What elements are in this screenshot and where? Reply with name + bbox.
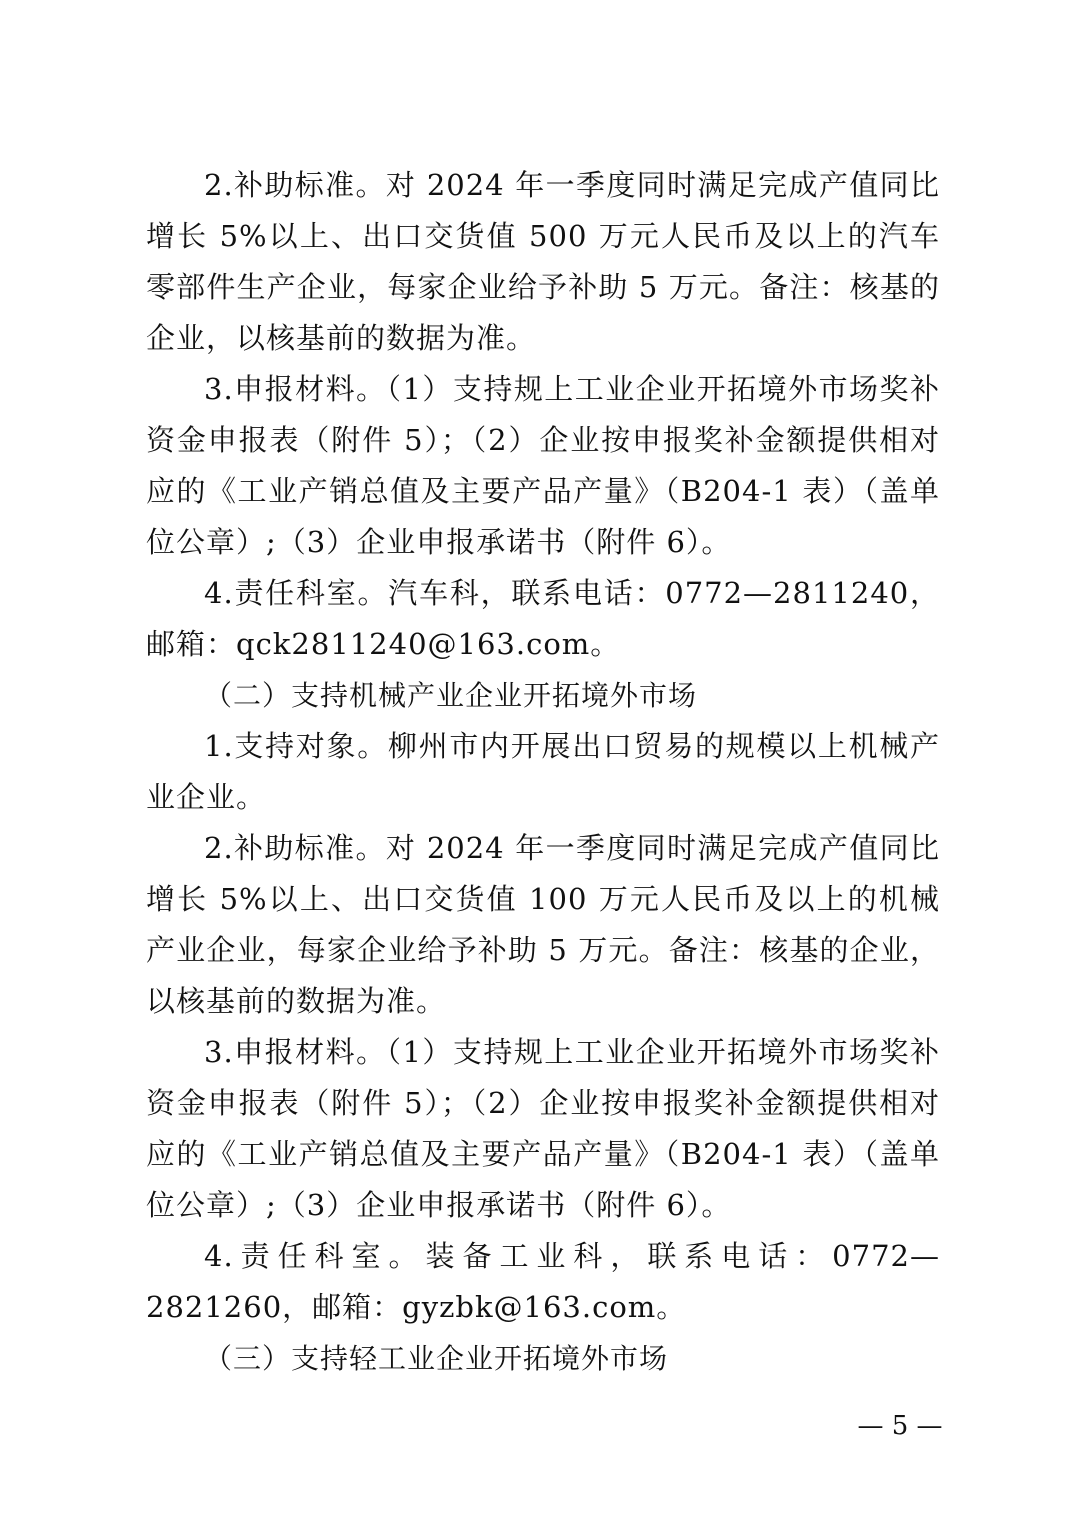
- paragraph-support-target-machinery: 1.支持对象。柳州市内开展出口贸易的规模以上机械产业企业。: [146, 729, 940, 814]
- document-body: [146, 160, 940, 1384]
- paragraph-responsible-office-auto: 4.责任科室。汽车科，联系电话：0772—2811240，邮箱：qck2811240@163.com。: [146, 576, 940, 661]
- paragraph-responsible-office-machinery: 4.责任科室。装备工业科，联系电话：0772—2821260，邮箱：gyzbk@163.com。: [146, 1239, 940, 1324]
- paragraph-subsidy-standard-machinery: 2.补助标准。对 2024 年一季度同时满足完成产值同比增长 5%以上、出口交货值 100 万元人民币及以上的机械产业企业，每家企业给予补助 5 万元。备注：核基的企业，以核基前的数据为准。: [146, 831, 940, 1018]
- paragraph-subsidy-standard-auto: 2.补助标准。对 2024 年一季度同时满足完成产值同比增长 5%以上、出口交货值 500 万元人民币及以上的汽车零部件生产企业，每家企业给予补助 5 万元。备注：核基的企业，以核基前的数据为准。: [146, 168, 940, 355]
- paragraph-application-materials-machinery: 3.申报材料。（1）支持规上工业企业开拓境外市场奖补资金申报表（附件 5）；（2）企业按申报奖补金额提供相对应的《工业产销总值及主要产品产量》（B204-1 表）（盖单位公章）;（3）企业申报承诺书（附件 6）。: [146, 1035, 940, 1222]
- section-heading-light-industry: （三）支持轻工业企业开拓境外市场: [204, 1342, 669, 1375]
- section-heading-machinery: （二）支持机械产业企业开拓境外市场: [204, 679, 698, 712]
- paragraph-application-materials-auto: 3.申报材料。（1）支持规上工业企业开拓境外市场奖补资金申报表（附件 5）；（2）企业按申报奖补金额提供相对应的《工业产销总值及主要产品产量》（B204-1 表）（盖单位公章）;（3）企业申报承诺书（附件 6）。: [146, 372, 940, 559]
- page-number: — 5 —: [857, 1411, 943, 1441]
